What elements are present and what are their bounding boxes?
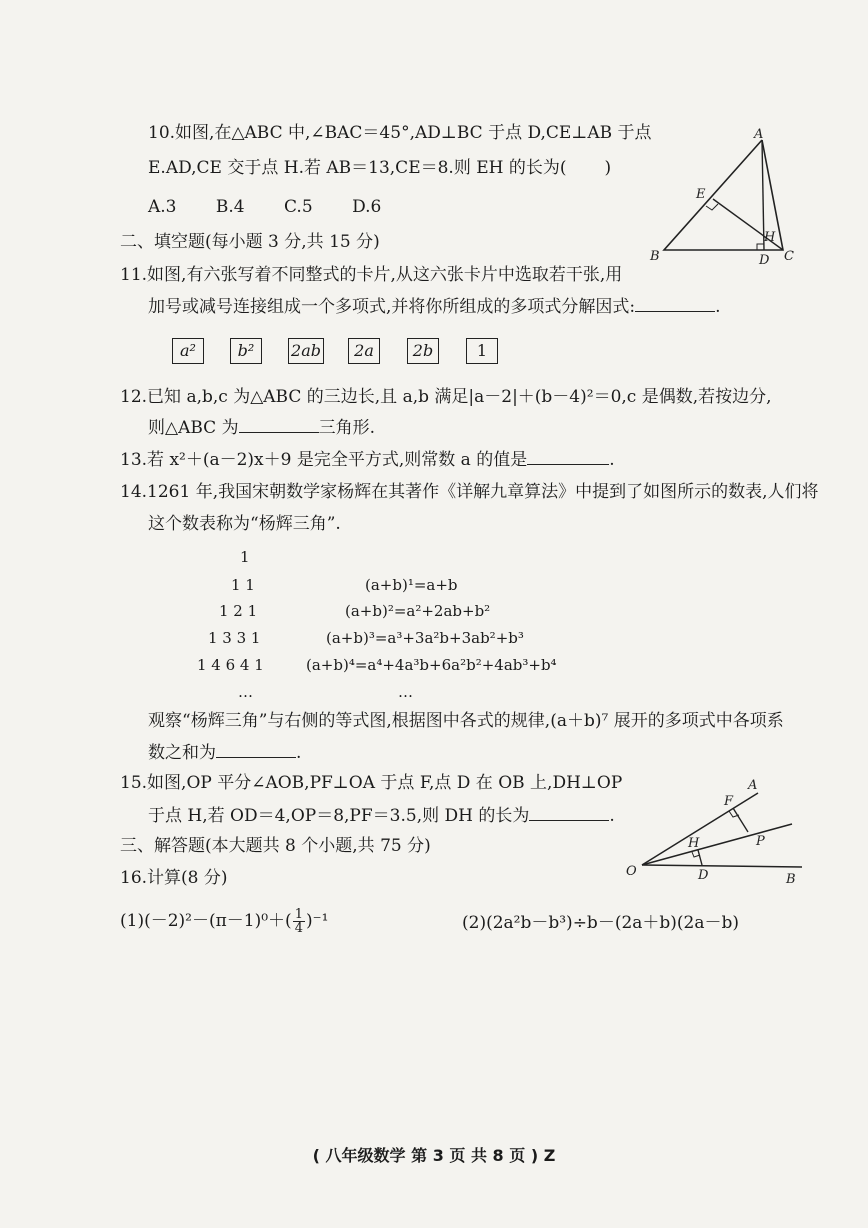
q15-answer-blank [529,804,609,821]
q10-line2 [148,157,611,179]
yanghui-eq-2: (a+b)²=a²+2ab+b² [345,602,491,620]
q13-end: . [609,450,615,470]
q10-label-h: H [764,230,776,245]
q10-option-d: D.6 [352,197,382,217]
q15-label-p: P [756,834,765,849]
yanghui-row-ellipsis: … [238,683,253,701]
q15-line1: 15.如图,OP 平分∠AOB,PF⊥OA 于点 F,点 D 在 OB 上,DH⊥OP [120,773,623,793]
q15-label-b: B [786,872,796,887]
q15-label-o: O [626,864,637,879]
yanghui-row-1: 1 [240,548,250,566]
q10-label-b: B [650,249,660,264]
q10-options [148,196,415,218]
q10-option-c: C.5 [284,197,313,217]
q11-card-6: 1 [466,338,498,364]
q16-part1-post: )⁻¹ [305,911,329,931]
q11-line2-end: . [715,297,721,317]
q13-line [120,448,615,471]
q15-label-h: H [688,836,700,851]
q12-line2-pre: 则△ABC 为 [148,418,239,438]
q11-card-4: 2a [348,338,380,364]
section3-title: 三、解答题(本大题共 8 个小题,共 75 分) [120,836,431,856]
q14-line4 [148,741,301,764]
q10-triangle-figure [640,120,800,270]
q11-card-2: b² [230,338,262,364]
q14-line4-post: . [296,743,302,763]
q16-title: 16.计算(8 分) [120,868,228,888]
q16-fraction-numerator: 1 [294,907,303,922]
q10-option-b: B.4 [215,197,245,217]
q14-line2: 这个数表称为“杨辉三角”. [148,514,341,534]
q16-fraction [293,908,305,935]
q11-card-5: 2b [407,338,439,364]
q15-label-f: F [724,794,734,809]
q16-part1-pre: (1)(－2)²－(π－1)⁰＋( [120,911,292,931]
yanghui-row-4: 1 3 3 1 [208,629,261,647]
q15-line2 [148,804,615,827]
q10-label-a: A [754,127,764,142]
q15-label-d: D [698,868,709,883]
q11-card-1: a² [172,338,204,364]
q11-card-3: 2ab [288,338,324,364]
q15-angle-figure [620,775,810,890]
q16-part2: (2)(2a²b－b³)÷b－(2a＋b)(2a－b) [462,913,740,933]
q13-answer-blank [527,448,609,465]
q14-line3: 观察“杨辉三角”与右侧的等式图,根据图中各式的规律,(a＋b)⁷ 展开的多项式中各项系 [148,711,784,731]
q14-line1: 14.1261 年,我国宋朝数学家杨辉在其著作《详解九章算法》中提到了如图所示的数表,人们将 [120,482,819,502]
q10-label-e: E [696,187,706,202]
page-footer: ( 八年级数学 第 3 页 共 8 页 ) Z [312,1146,556,1165]
section2-title: 二、填空题(每小题 3 分,共 15 分) [120,232,380,252]
yanghui-eq-4: (a+b)⁴=a⁴+4a³b+6a²b²+4ab³+b⁴ [306,656,557,674]
q12-answer-blank [239,416,319,433]
q11-line1: 11.如图,有六张写着不同整式的卡片,从这六张卡片中选取若干张,用 [120,265,623,285]
yanghui-eq-1: (a+b)¹=a+b [365,576,458,594]
q12-line2-post: 三角形. [318,418,375,438]
q10-line2-text: E.AD,CE 交于点 H.若 AB＝13,CE＝8.则 EH 的长为( [148,158,567,178]
q14-line4-pre: 数之和为 [148,743,216,763]
q10-label-c: C [784,249,794,264]
yanghui-row-2: 1 1 [231,576,255,594]
q12-line1: 12.已知 a,b,c 为△ABC 的三边长,且 a,b 满足|a－2|＋(b－4)²＝0,c 是偶数,若按边分, [120,387,772,407]
q10-line1: 10.如图,在△ABC 中,∠BAC＝45°,AD⊥BC 于点 D,CE⊥AB 于点 [148,123,652,143]
q16-fraction-denominator: 4 [294,921,303,936]
q12-line2 [148,416,375,439]
q14-answer-blank [216,741,296,758]
q11-answer-blank [635,295,715,312]
q15-line2-post: . [609,806,615,826]
q11-line2-text: 加号或减号连接组成一个多项式,并将你所组成的多项式分解因式: [148,297,636,317]
yanghui-row-3: 1 2 1 [219,602,258,620]
q15-line2-pre: 于点 H,若 OD＝4,OP＝8,PF＝3.5,则 DH 的长为 [148,806,530,826]
q10-label-d: D [759,253,770,268]
q16-part1 [120,908,328,935]
q11-line2 [148,295,721,318]
yanghui-eq-ellipsis: … [398,683,413,701]
q13-text: 13.若 x²＋(a－2)x＋9 是完全平方式,则常数 a 的值是 [120,450,528,470]
q10-option-a: A.3 [148,197,177,217]
q10-answer-paren: ) [604,158,612,178]
q15-label-a: A [748,778,758,793]
yanghui-row-5: 1 4 6 4 1 [197,656,264,674]
yanghui-eq-3: (a+b)³=a³+3a²b+3ab²+b³ [326,629,524,647]
